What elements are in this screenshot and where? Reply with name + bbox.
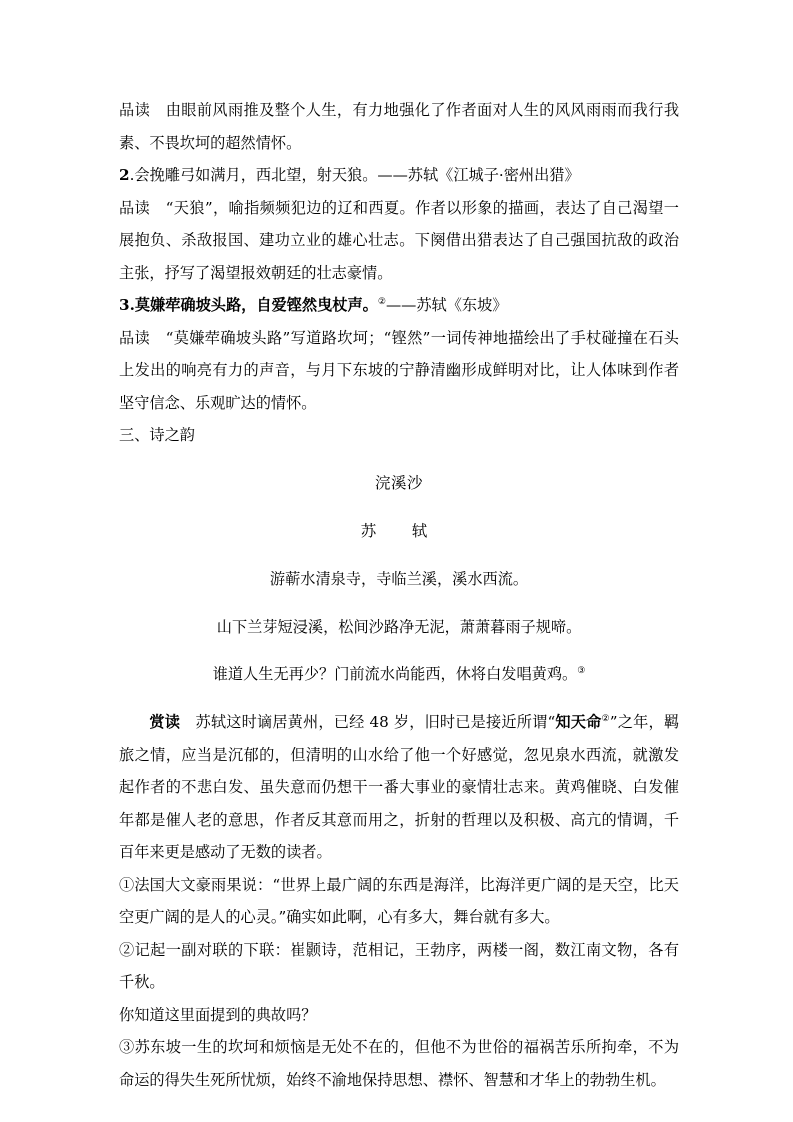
poem-line-1: 山下兰芽短浸溪，松间沙路净无泥，萧萧暮雨子规啼。 [216,617,582,636]
quote-item-2 [119,159,679,192]
poem-line-2-text: 谁道人生无再少？门前流水尚能西，休将白发唱黄鸡。 [212,665,578,684]
note-3: ③苏东坡一生的坎坷和烦恼是无处不在的，但他不为世俗的福祸苦乐所拘牵，不为命运的得失生死所忧烦，始终不渝地保持思想、襟怀、智慧和才华上的勃勃生机。 [119,1038,679,1089]
appreciation-term: 知天命 [555,713,602,732]
reading-paragraph-2: 品读 “天狼”，喻指频频犯边的辽和西夏。作者以形象的描画，表达了自己渴望一展抱负、杀敌报国、建功立业的雄心壮志。下阕借出猎表达了自己强国抗敌的政治主张，抒写了渴望报效朝廷的壮志豪情。 [119,198,679,282]
appreciation-text-a: 苏轼这时谪居黄州，已经 48 岁，旧时已是接近所谓“ [180,713,556,732]
appreciation-text-b: ”之年，羁旅之情，应当是沉郁的，但清明的山水给了他一个好感觉，忽见泉水西流，就激发起作者的不悲白发、虽失意而仍想干一番大事业的豪情壮志来。黄鸡催晓、白发催年都是催人老的意思，作者反其意而用之，折射的哲理以及积极、高亢的情调，千百年来更是感动了无数的读者。 [119,713,680,862]
footnote-mark-3: ③ [577,666,586,677]
footnote-mark-2b: ② [601,714,610,725]
footnote-mark-2a: ② [377,297,386,307]
quote-item-3 [119,289,679,322]
note-1: ①法国大文豪雨果说：“世界上最广阔的东西是海洋，比海洋更广阔的是天空，比天空更广阔的是人的心灵。”确实如此啊，心有多大，舞台就有多大。 [119,875,679,927]
quote-text-3: .莫嫌荦确坡头路，自爱铿然曳杖声。 [129,296,378,314]
reading-paragraph-3: 品读 “莫嫌荦确坡头路”写道路坎坷；“铿然”一词传神地描绘出了手杖碰撞在石头上发出的响亮有力的声音，与月下东坡的宁静清幽形成鲜明对比，让人体味到作者坚守信念、乐观旷达的情怀。 [119,328,679,412]
note-2: ②记起一副对联的下联：崔颢诗，范相记，王勃序，两楼一阁，数江南文物，各有千秋。 [119,940,679,992]
poem-title: 浣溪沙 [374,474,423,492]
reading-paragraph-1: 品读 由眼前风雨推及整个人生，有力地强化了作者面对人生的风风雨雨而我行我素、不畏坎坷的超然情怀。 [119,101,679,152]
quote-text-2: .会挽雕弓如满月，西北望，射天狼。——苏轼《江城子·密州出猎》 [129,166,580,184]
appreciation-paragraph [119,706,679,869]
poem-preface: 游蕲水清泉寺，寺临兰溪，溪水西流。 [269,570,529,588]
document-page [119,94,679,1096]
poem-author: 苏 轼 [360,522,438,540]
item-number-3: 3 [119,296,130,314]
appreciation-label: 赏读 [149,713,181,732]
note-question: 你知道这里面提到的典故吗？ [119,1005,317,1024]
poem-line-2 [119,658,679,691]
section-heading: 三、诗之韵 [119,426,195,444]
item-number-2: 2 [119,166,130,184]
quote-source-3: ——苏轼《东坡》 [385,296,508,314]
